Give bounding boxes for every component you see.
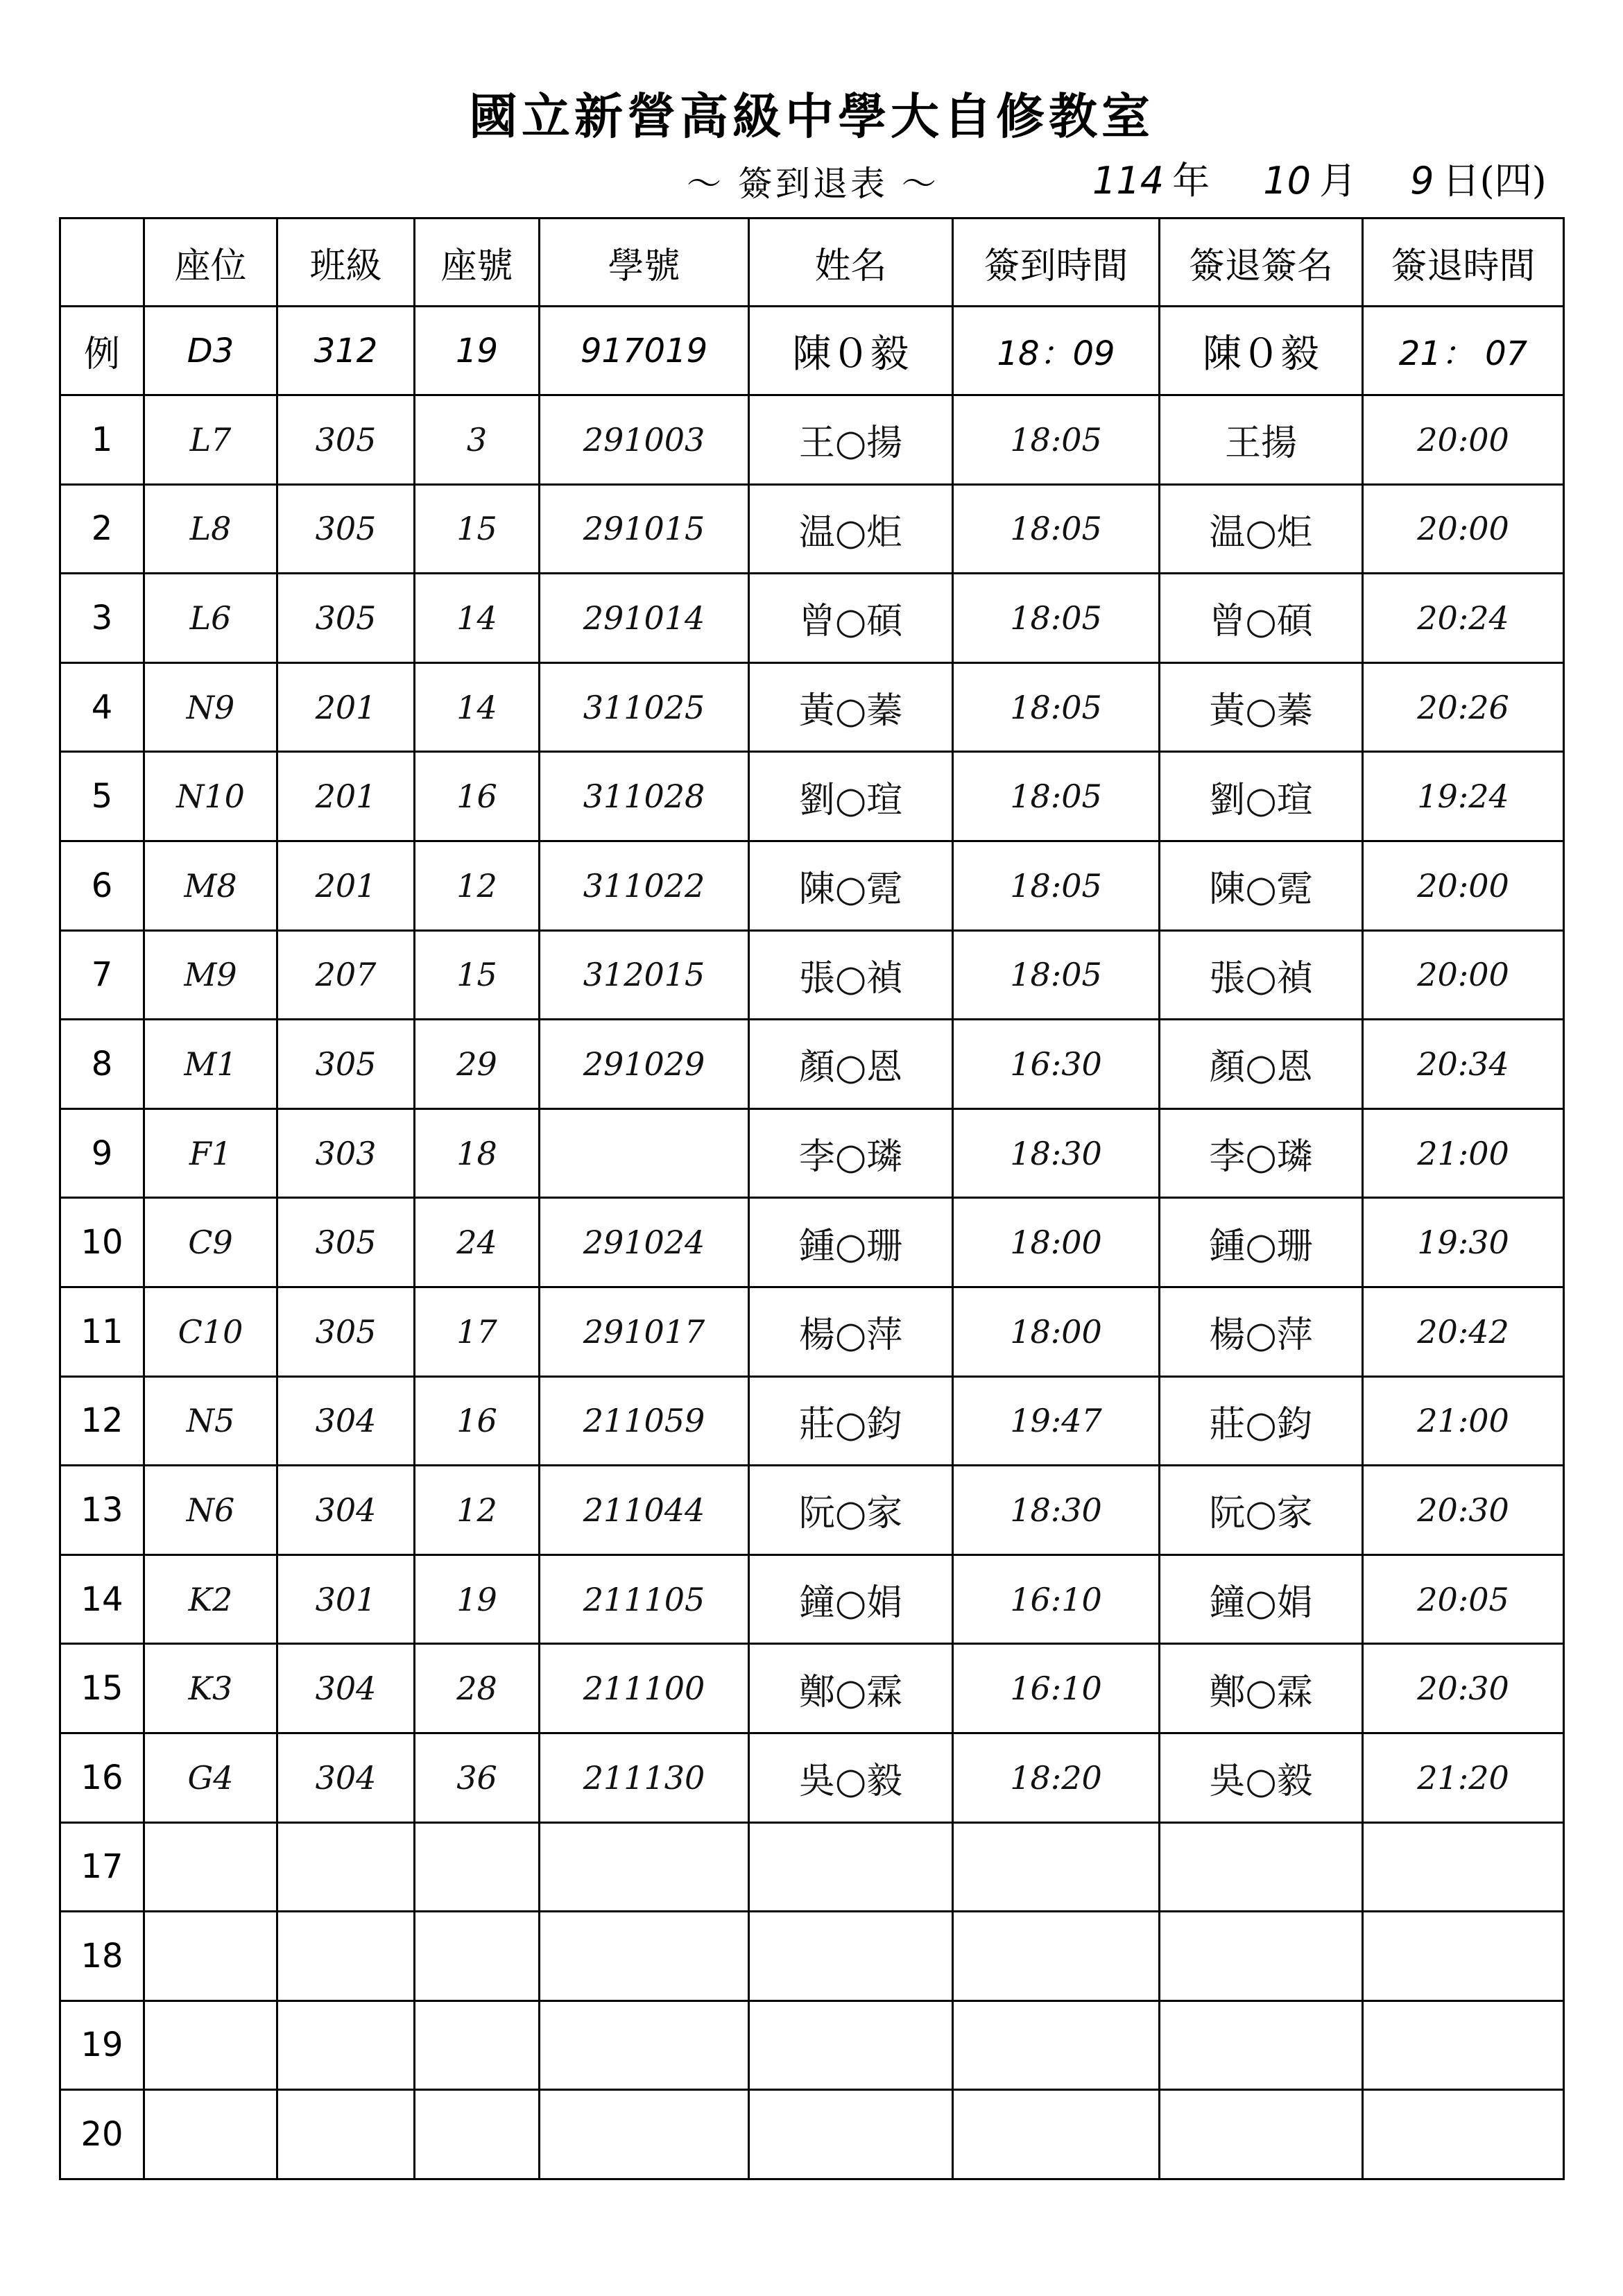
row-index: 16 bbox=[60, 1733, 144, 1822]
table-row bbox=[60, 1466, 1564, 1555]
row-index: 19 bbox=[60, 2001, 144, 2090]
table-row bbox=[60, 395, 1564, 485]
table-row bbox=[60, 841, 1564, 930]
cell-sign-in-time[interactable]: 18:05 bbox=[953, 930, 1160, 1020]
row-index: 1 bbox=[60, 395, 144, 485]
cell-student-id[interactable]: 311025 bbox=[540, 662, 749, 752]
cell-sign-out-signature[interactable]: 吳○毅 bbox=[1160, 1733, 1363, 1822]
example-sign-out: 21： 07 bbox=[1363, 307, 1564, 395]
row-index: 15 bbox=[60, 1644, 144, 1733]
table-row bbox=[60, 930, 1564, 1020]
cell-student-id[interactable]: 291014 bbox=[540, 574, 749, 663]
row-index: 8 bbox=[60, 1020, 144, 1109]
cell-seat-no[interactable]: 14 bbox=[415, 662, 540, 752]
cell-seat[interactable] bbox=[144, 1822, 277, 1912]
cell-seat[interactable]: M1 bbox=[144, 1020, 277, 1109]
table-header-row bbox=[60, 219, 1564, 307]
cell-student-id[interactable]: 211130 bbox=[540, 1733, 749, 1822]
cell-sign-out-signature[interactable]: 鍾○珊 bbox=[1160, 1198, 1363, 1287]
cell-name[interactable]: 莊○鈞 bbox=[749, 1376, 953, 1466]
date-day: 9 bbox=[1410, 159, 1434, 203]
example-seat: D3 bbox=[144, 307, 277, 395]
cell-class[interactable] bbox=[277, 2001, 415, 2090]
cell-class[interactable]: 301 bbox=[277, 1554, 415, 1644]
cell-class[interactable]: 305 bbox=[277, 1198, 415, 1287]
cell-name[interactable]: 李○璘 bbox=[749, 1108, 953, 1198]
cell-sign-in-time[interactable]: 18:05 bbox=[953, 484, 1160, 574]
cell-seat-no[interactable]: 12 bbox=[415, 841, 540, 930]
cell-class[interactable]: 305 bbox=[277, 1020, 415, 1109]
cell-seat[interactable] bbox=[144, 1912, 277, 2001]
row-index: 2 bbox=[60, 484, 144, 574]
cell-sign-in-time[interactable] bbox=[953, 1822, 1160, 1912]
cell-name[interactable]: 楊○萍 bbox=[749, 1287, 953, 1376]
cell-class[interactable]: 304 bbox=[277, 1644, 415, 1733]
cell-name[interactable]: 張○禎 bbox=[749, 930, 953, 1020]
row-index: 12 bbox=[60, 1376, 144, 1466]
cell-class[interactable] bbox=[277, 2090, 415, 2179]
cell-sign-out-signature[interactable] bbox=[1160, 2090, 1363, 2179]
cell-class[interactable] bbox=[277, 1822, 415, 1912]
cell-seat-no[interactable]: 15 bbox=[415, 930, 540, 1020]
cell-sign-out-signature[interactable]: 張○禎 bbox=[1160, 930, 1363, 1020]
table-row bbox=[60, 1287, 1564, 1376]
cell-seat-no[interactable]: 3 bbox=[415, 395, 540, 485]
cell-sign-out-signature[interactable]: 楊○萍 bbox=[1160, 1287, 1363, 1376]
cell-sign-out-signature[interactable]: 顏○恩 bbox=[1160, 1020, 1363, 1109]
cell-student-id[interactable] bbox=[540, 1822, 749, 1912]
example-name: 陳０毅 bbox=[749, 307, 953, 395]
row-index: 7 bbox=[60, 930, 144, 1020]
cell-student-id[interactable] bbox=[540, 2090, 749, 2179]
cell-name[interactable]: 鄭○霖 bbox=[749, 1644, 953, 1733]
cell-name[interactable]: 黃○蓁 bbox=[749, 662, 953, 752]
table-row bbox=[60, 1108, 1564, 1198]
cell-class[interactable]: 207 bbox=[277, 930, 415, 1020]
cell-seat-no[interactable] bbox=[415, 2090, 540, 2179]
cell-class[interactable]: 304 bbox=[277, 1376, 415, 1466]
cell-class[interactable] bbox=[277, 1912, 415, 2001]
row-index: 20 bbox=[60, 2090, 144, 2179]
col-header-seat: 座位 bbox=[144, 219, 277, 307]
cell-seat[interactable]: F1 bbox=[144, 1108, 277, 1198]
table-row bbox=[60, 1733, 1564, 1822]
cell-sign-in-time[interactable] bbox=[953, 2090, 1160, 2179]
cell-sign-in-time[interactable] bbox=[953, 1912, 1160, 2001]
cell-sign-in-time[interactable]: 18:20 bbox=[953, 1733, 1160, 1822]
cell-sign-out-time[interactable] bbox=[1363, 2090, 1564, 2179]
cell-seat-no[interactable]: 18 bbox=[415, 1108, 540, 1198]
cell-sign-out-signature[interactable]: 阮○家 bbox=[1160, 1466, 1363, 1555]
cell-student-id[interactable]: 211044 bbox=[540, 1466, 749, 1555]
example-student-id: 917019 bbox=[540, 307, 749, 395]
col-header-seat-no: 座號 bbox=[415, 219, 540, 307]
cell-seat[interactable]: C9 bbox=[144, 1198, 277, 1287]
cell-name[interactable] bbox=[749, 1822, 953, 1912]
cell-seat-no[interactable]: 17 bbox=[415, 1287, 540, 1376]
cell-sign-in-time[interactable]: 18:30 bbox=[953, 1108, 1160, 1198]
cell-seat[interactable]: L6 bbox=[144, 574, 277, 663]
cell-seat-no[interactable]: 14 bbox=[415, 574, 540, 663]
cell-seat[interactable]: L7 bbox=[144, 395, 277, 485]
cell-sign-out-time[interactable]: 20:42 bbox=[1363, 1287, 1564, 1376]
cell-seat[interactable]: N5 bbox=[144, 1376, 277, 1466]
table-row bbox=[60, 1554, 1564, 1644]
row-index: 13 bbox=[60, 1466, 144, 1555]
cell-student-id[interactable]: 211059 bbox=[540, 1376, 749, 1466]
date-day-unit: 日 bbox=[1442, 159, 1480, 203]
col-header-sign-out-signature: 簽退簽名 bbox=[1160, 219, 1363, 307]
cell-student-id[interactable]: 291003 bbox=[540, 395, 749, 485]
cell-sign-out-signature[interactable] bbox=[1160, 2001, 1363, 2090]
cell-class[interactable]: 201 bbox=[277, 841, 415, 930]
cell-seat-no[interactable]: 36 bbox=[415, 1733, 540, 1822]
col-header-sign-out-time: 簽退時間 bbox=[1363, 219, 1564, 307]
row-index: 4 bbox=[60, 662, 144, 752]
row-index: 6 bbox=[60, 841, 144, 930]
cell-student-id[interactable]: 311028 bbox=[540, 752, 749, 841]
table-row bbox=[60, 1822, 1564, 1912]
table-row bbox=[60, 752, 1564, 841]
cell-sign-out-time[interactable]: 20:24 bbox=[1363, 574, 1564, 663]
cell-sign-out-signature[interactable]: 黃○蓁 bbox=[1160, 662, 1363, 752]
table-row bbox=[60, 2001, 1564, 2090]
cell-seat[interactable] bbox=[144, 2090, 277, 2179]
cell-sign-out-signature[interactable]: 温○炬 bbox=[1160, 484, 1363, 574]
cell-sign-out-time[interactable]: 20:30 bbox=[1363, 1466, 1564, 1555]
date-year-unit: 年 bbox=[1172, 159, 1210, 203]
table-row bbox=[60, 1644, 1564, 1733]
row-index: 11 bbox=[60, 1287, 144, 1376]
cell-name[interactable]: 阮○家 bbox=[749, 1466, 953, 1555]
cell-seat-no[interactable]: 16 bbox=[415, 752, 540, 841]
form-subtitle: ～ 簽到退表 ～ bbox=[687, 164, 939, 204]
cell-sign-out-signature[interactable]: 劉○瑄 bbox=[1160, 752, 1363, 841]
cell-sign-in-time[interactable]: 16:30 bbox=[953, 1020, 1160, 1109]
example-sign-out-name: 陳０毅 bbox=[1160, 307, 1363, 395]
cell-sign-in-time[interactable]: 18:00 bbox=[953, 1198, 1160, 1287]
cell-student-id[interactable]: 312015 bbox=[540, 930, 749, 1020]
cell-name[interactable] bbox=[749, 2090, 953, 2179]
cell-sign-in-time[interactable]: 18:05 bbox=[953, 662, 1160, 752]
cell-sign-in-time[interactable]: 18:05 bbox=[953, 841, 1160, 930]
cell-class[interactable]: 305 bbox=[277, 574, 415, 663]
cell-class[interactable]: 305 bbox=[277, 395, 415, 485]
example-sign-in: 18：09 bbox=[953, 307, 1160, 395]
cell-name[interactable]: 吳○毅 bbox=[749, 1733, 953, 1822]
cell-student-id[interactable]: 311022 bbox=[540, 841, 749, 930]
row-index: 9 bbox=[60, 1108, 144, 1198]
row-index: 14 bbox=[60, 1554, 144, 1644]
cell-seat[interactable]: N10 bbox=[144, 752, 277, 841]
cell-sign-out-signature[interactable]: 王揚 bbox=[1160, 395, 1363, 485]
cell-seat-no[interactable]: 16 bbox=[415, 1376, 540, 1466]
date-weekday: (四) bbox=[1479, 159, 1547, 203]
cell-sign-in-time[interactable]: 16:10 bbox=[953, 1554, 1160, 1644]
cell-sign-out-time[interactable]: 20:05 bbox=[1363, 1554, 1564, 1644]
cell-seat-no[interactable]: 24 bbox=[415, 1198, 540, 1287]
row-index: 17 bbox=[60, 1822, 144, 1912]
cell-seat[interactable]: G4 bbox=[144, 1733, 277, 1822]
cell-sign-out-signature[interactable]: 鄭○霖 bbox=[1160, 1644, 1363, 1733]
cell-seat[interactable]: K2 bbox=[144, 1554, 277, 1644]
sign-in-out-table bbox=[59, 217, 1565, 2180]
cell-name[interactable]: 温○炬 bbox=[749, 484, 953, 574]
cell-class[interactable]: 201 bbox=[277, 752, 415, 841]
row-index: 18 bbox=[60, 1912, 144, 2001]
table-row bbox=[60, 1020, 1564, 1109]
example-class: 312 bbox=[277, 307, 415, 395]
cell-seat-no[interactable]: 28 bbox=[415, 1644, 540, 1733]
cell-seat-no[interactable]: 12 bbox=[415, 1466, 540, 1555]
cell-sign-out-time[interactable]: 20:00 bbox=[1363, 930, 1564, 1020]
cell-seat[interactable]: N6 bbox=[144, 1466, 277, 1555]
cell-class[interactable]: 201 bbox=[277, 662, 415, 752]
cell-name[interactable]: 陳○霓 bbox=[749, 841, 953, 930]
row-index: 10 bbox=[60, 1198, 144, 1287]
cell-student-id[interactable]: 291024 bbox=[540, 1198, 749, 1287]
table-row bbox=[60, 1912, 1564, 2001]
col-header-sign-in-time: 簽到時間 bbox=[953, 219, 1160, 307]
table-row bbox=[60, 1376, 1564, 1466]
cell-sign-in-time[interactable]: 18:05 bbox=[953, 752, 1160, 841]
cell-sign-in-time[interactable]: 18:05 bbox=[953, 574, 1160, 663]
cell-sign-out-signature[interactable]: 曾○碩 bbox=[1160, 574, 1363, 663]
cell-sign-in-time[interactable]: 18:00 bbox=[953, 1287, 1160, 1376]
table-row bbox=[60, 662, 1564, 752]
date-month-unit: 月 bbox=[1319, 159, 1357, 203]
cell-sign-out-time[interactable]: 21:00 bbox=[1363, 1376, 1564, 1466]
cell-name[interactable]: 劉○瑄 bbox=[749, 752, 953, 841]
col-header-class: 班級 bbox=[277, 219, 415, 307]
page-title: 國立新營高級中學大自修教室 bbox=[469, 87, 1154, 145]
cell-sign-out-time[interactable]: 21:20 bbox=[1363, 1733, 1564, 1822]
cell-sign-out-time[interactable]: 19:30 bbox=[1363, 1198, 1564, 1287]
cell-student-id[interactable]: 291017 bbox=[540, 1287, 749, 1376]
cell-name[interactable]: 顏○恩 bbox=[749, 1020, 953, 1109]
cell-class[interactable]: 303 bbox=[277, 1108, 415, 1198]
col-header-index bbox=[60, 219, 144, 307]
cell-sign-out-time[interactable]: 20:26 bbox=[1363, 662, 1564, 752]
form-date bbox=[1092, 151, 1547, 205]
cell-sign-in-time[interactable]: 16:10 bbox=[953, 1644, 1160, 1733]
col-header-student-id: 學號 bbox=[540, 219, 749, 307]
example-label: 例 bbox=[60, 307, 144, 395]
cell-sign-in-time[interactable]: 19:47 bbox=[953, 1376, 1160, 1466]
cell-class[interactable]: 304 bbox=[277, 1466, 415, 1555]
cell-name[interactable]: 王○揚 bbox=[749, 395, 953, 485]
row-index: 3 bbox=[60, 574, 144, 663]
cell-student-id[interactable] bbox=[540, 1912, 749, 2001]
cell-sign-out-time[interactable]: 20:30 bbox=[1363, 1644, 1564, 1733]
cell-class[interactable]: 304 bbox=[277, 1733, 415, 1822]
cell-student-id[interactable] bbox=[540, 1108, 749, 1198]
cell-sign-in-time[interactable]: 18:30 bbox=[953, 1466, 1160, 1555]
cell-sign-out-signature[interactable]: 鐘○娟 bbox=[1160, 1554, 1363, 1644]
cell-sign-out-time[interactable] bbox=[1363, 2001, 1564, 2090]
cell-seat[interactable]: M8 bbox=[144, 841, 277, 930]
table-row bbox=[60, 484, 1564, 574]
cell-seat-no[interactable] bbox=[415, 1912, 540, 2001]
cell-seat-no[interactable]: 29 bbox=[415, 1020, 540, 1109]
cell-class[interactable]: 305 bbox=[277, 1287, 415, 1376]
date-month: 10 bbox=[1263, 159, 1311, 203]
cell-sign-in-time[interactable]: 18:05 bbox=[953, 395, 1160, 485]
cell-name[interactable]: 鍾○珊 bbox=[749, 1198, 953, 1287]
cell-name[interactable] bbox=[749, 2001, 953, 2090]
cell-sign-out-time[interactable] bbox=[1363, 1912, 1564, 2001]
cell-seat[interactable] bbox=[144, 2001, 277, 2090]
cell-sign-out-signature[interactable] bbox=[1160, 1822, 1363, 1912]
cell-student-id[interactable]: 211105 bbox=[540, 1554, 749, 1644]
cell-sign-out-time[interactable]: 20:00 bbox=[1363, 484, 1564, 574]
cell-sign-out-signature[interactable]: 李○璘 bbox=[1160, 1108, 1363, 1198]
cell-sign-out-signature[interactable]: 莊○鈞 bbox=[1160, 1376, 1363, 1466]
cell-sign-out-time[interactable]: 20:34 bbox=[1363, 1020, 1564, 1109]
cell-sign-out-time[interactable] bbox=[1363, 1822, 1564, 1912]
example-row bbox=[60, 307, 1564, 395]
cell-class[interactable]: 305 bbox=[277, 484, 415, 574]
cell-seat-no[interactable]: 19 bbox=[415, 1554, 540, 1644]
cell-sign-out-time[interactable]: 21:00 bbox=[1363, 1108, 1564, 1198]
cell-name[interactable]: 曾○碩 bbox=[749, 574, 953, 663]
cell-seat[interactable]: N9 bbox=[144, 662, 277, 752]
cell-seat-no[interactable]: 15 bbox=[415, 484, 540, 574]
cell-seat-no[interactable] bbox=[415, 2001, 540, 2090]
cell-seat[interactable]: L8 bbox=[144, 484, 277, 574]
row-index: 5 bbox=[60, 752, 144, 841]
cell-seat[interactable]: K3 bbox=[144, 1644, 277, 1733]
cell-seat[interactable]: M9 bbox=[144, 930, 277, 1020]
cell-name[interactable] bbox=[749, 1912, 953, 2001]
cell-student-id[interactable] bbox=[540, 2001, 749, 2090]
date-year: 114 bbox=[1092, 159, 1165, 203]
cell-seat[interactable]: C10 bbox=[144, 1287, 277, 1376]
cell-sign-out-time[interactable]: 20:00 bbox=[1363, 841, 1564, 930]
cell-student-id[interactable]: 291029 bbox=[540, 1020, 749, 1109]
cell-name[interactable]: 鐘○娟 bbox=[749, 1554, 953, 1644]
cell-sign-in-time[interactable] bbox=[953, 2001, 1160, 2090]
cell-sign-out-time[interactable]: 20:00 bbox=[1363, 395, 1564, 485]
cell-sign-out-time[interactable]: 19:24 bbox=[1363, 752, 1564, 841]
table-row bbox=[60, 1198, 1564, 1287]
cell-sign-out-signature[interactable]: 陳○霓 bbox=[1160, 841, 1363, 930]
col-header-name: 姓名 bbox=[749, 219, 953, 307]
table-row bbox=[60, 2090, 1564, 2179]
cell-sign-out-signature[interactable] bbox=[1160, 1912, 1363, 2001]
cell-student-id[interactable]: 211100 bbox=[540, 1644, 749, 1733]
example-seat-no: 19 bbox=[415, 307, 540, 395]
cell-seat-no[interactable] bbox=[415, 1822, 540, 1912]
table-row bbox=[60, 574, 1564, 663]
cell-student-id[interactable]: 291015 bbox=[540, 484, 749, 574]
